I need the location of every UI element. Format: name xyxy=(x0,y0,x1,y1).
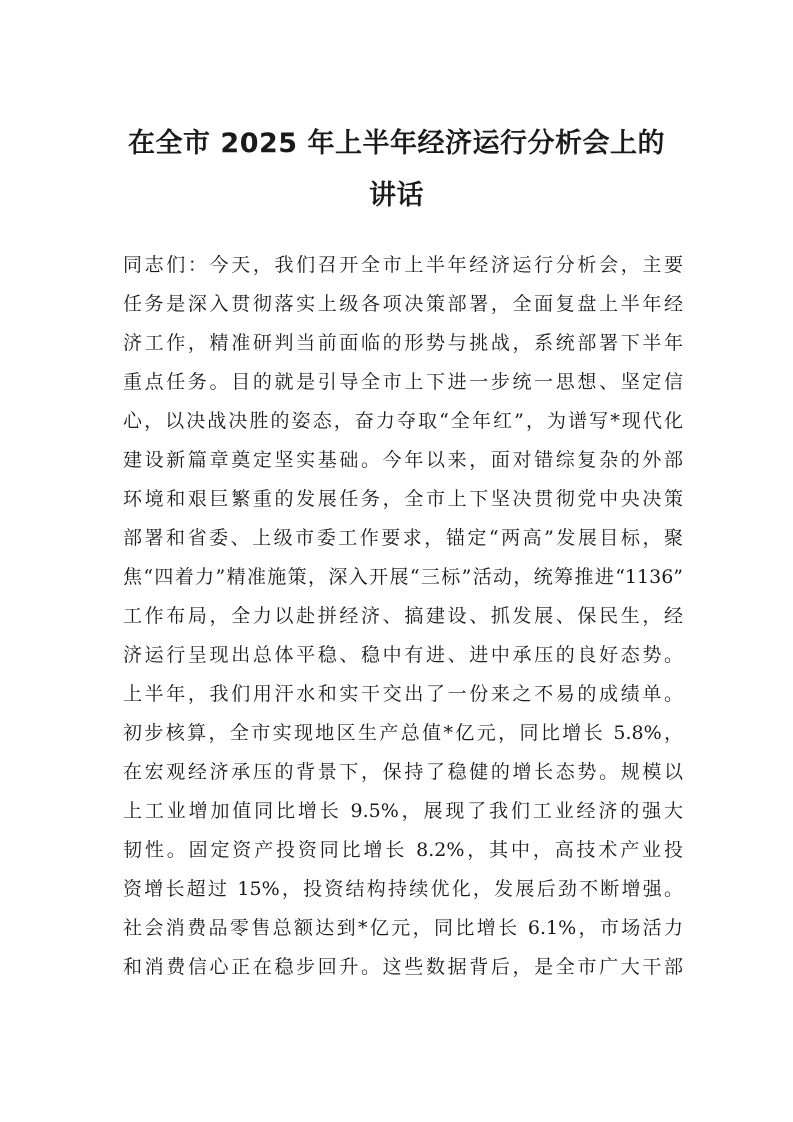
document-title-line-2: 讲话 xyxy=(369,180,424,211)
body-line-15: 上工业增加值同比增长 9.5%，展现了我们工业经济的强大 xyxy=(123,800,683,822)
body-line-19: 和消费信心正在稳步回升。这些数据背后，是全市广大干部 xyxy=(123,956,683,978)
body-line-14: 在宏观经济承压的背景下，保持了稳健的增长态势。规模以 xyxy=(123,761,683,783)
body-line-10: 工作布局，全力以赴拼经济、搞建设、抓发展、保民生，经 xyxy=(123,605,683,627)
body-line-4: 重点任务。目的就是引导全市上下进一步统一思想、坚定信 xyxy=(123,371,683,393)
body-line-2: 任务是深入贯彻落实上级各项决策部署，全面复盘上半年经 xyxy=(123,293,683,315)
body-line-7: 环境和艰巨繁重的发展任务，全市上下坚决贯彻党中央决策 xyxy=(123,488,683,510)
body-line-13: 初步核算，全市实现地区生产总值*亿元，同比增长 5.8%， xyxy=(123,722,683,744)
body-line-17: 资增长超过 15%，投资结构持续优化，发展后劲不断增强。 xyxy=(123,878,683,900)
body-line-3: 济工作，精准研判当前面临的形势与挑战，系统部署下半年 xyxy=(123,332,683,354)
body-line-5: 心，以决战决胜的姿态，奋力夺取“全年红”，为谱写*现代化 xyxy=(123,410,683,432)
body-line-1: 同志们：今天，我们召开全市上半年经济运行分析会，主要 xyxy=(123,254,683,276)
body-line-16: 韧性。固定资产投资同比增长 8.2%，其中，高技术产业投 xyxy=(123,839,683,861)
body-line-12: 上半年，我们用汗水和实干交出了一份来之不易的成绩单。 xyxy=(123,683,683,705)
body-line-8: 部署和省委、上级市委工作要求，锚定“两高”发展目标，聚 xyxy=(123,527,683,549)
body-line-9: 焦“四着力”精准施策，深入开展“三标”活动，统筹推进“1136” xyxy=(123,566,683,588)
body-line-6: 建设新篇章奠定坚实基础。今年以来，面对错综复杂的外部 xyxy=(123,449,683,471)
document-title-line-1: 在全市 2025 年上半年经济运行分析会上的 xyxy=(128,128,665,159)
body-line-18: 社会消费品零售总额达到*亿元，同比增长 6.1%，市场活力 xyxy=(123,917,683,939)
body-line-11: 济运行呈现出总体平稳、稳中有进、进中承压的良好态势。 xyxy=(123,644,683,666)
